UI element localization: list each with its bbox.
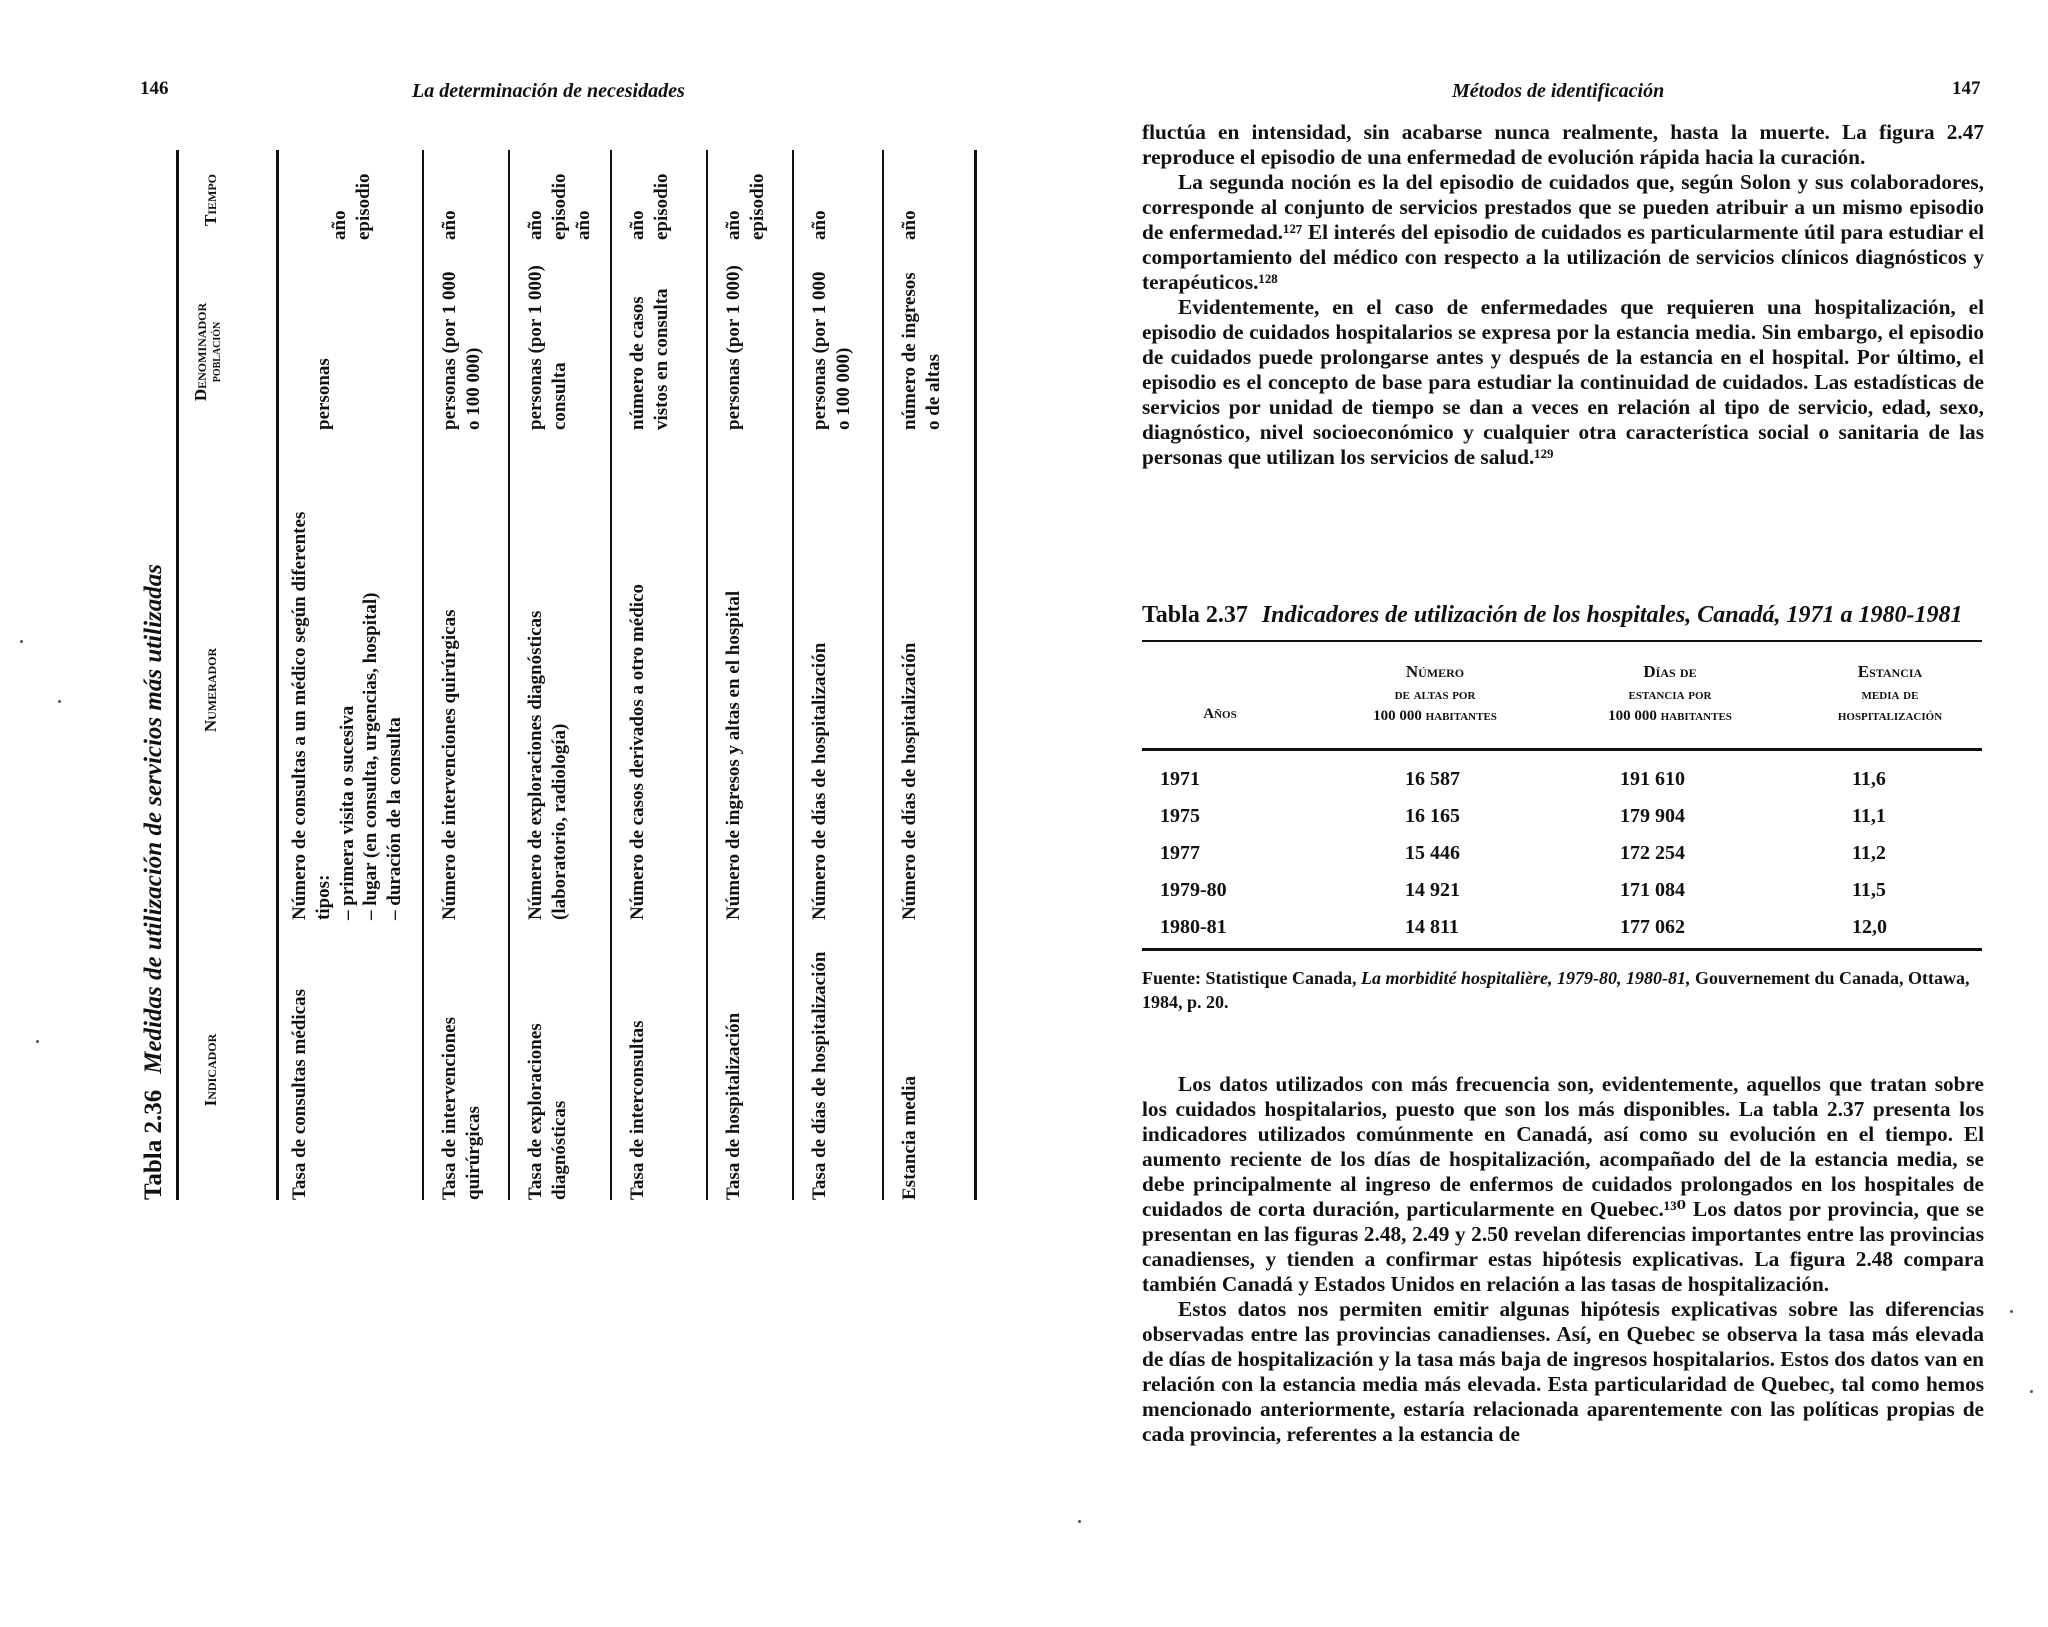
row-time <box>626 150 674 240</box>
row-time-line: año <box>627 210 648 240</box>
table-2-36-caption <box>140 150 176 1200</box>
cell-average-stay: 11,5 <box>1852 879 1886 901</box>
row-divider <box>508 150 510 1200</box>
row-denominator <box>524 260 572 430</box>
row-denominator-line: personas (por 1 000) <box>723 265 744 430</box>
row-denominator-line: número de casos <box>627 296 648 430</box>
header-discharges <box>1320 660 1550 728</box>
cell-year: 1979-80 <box>1160 879 1227 901</box>
cell-year: 1980-81 <box>1160 916 1227 938</box>
cell-stay-days: 179 904 <box>1620 805 1685 827</box>
header-numerator: Numerador <box>201 647 220 733</box>
header-line: 100 000 habitantes <box>1608 708 1732 725</box>
row-numerator <box>808 440 832 920</box>
body-text-bottom <box>1142 1072 1984 1447</box>
row-indicator: Tasa de exploraciones diagnósticas <box>525 1023 570 1200</box>
cell-discharges: 16 587 <box>1405 768 1460 790</box>
scan-speck <box>58 700 61 703</box>
header-denominator <box>192 252 225 452</box>
source-text: Statistique Canada, <box>1205 968 1357 988</box>
cell-stay-days: 191 610 <box>1620 768 1685 790</box>
row-time <box>808 150 832 240</box>
cell-average-stay: 12,0 <box>1852 916 1887 938</box>
row-denominator-line: personas (por 1 000 <box>439 271 460 430</box>
row-time-line: episodio <box>650 173 672 240</box>
row-numerator-line: Número de casos derivados a otro médico <box>627 584 648 920</box>
row-denominator <box>722 260 746 430</box>
paragraph: Los datos utilizados con más frecuencia son, evidentemente, aquellos que tratan sobre los cuidados hospitalarios, puesto que son los más disponibles. La tabla 2.37 presenta los indicadores utilizados comúnmente en Canadá, así como su evolución en el tiempo. El aumento reciente de los días de hospitalización, acompañado del de la estancia media, se debe principalmente al ingreso de enfermos de cuidados prolongados en los hospitales de cuidados de corta duración, particularmente en Quebec.¹³⁰ Los datos por provincia, que se presentan en las figuras 2.48, 2.49 y 2.50 revelan diferencias importantes entre las provincias canadienses, y tienden a confirmar estas hipótesis explicativas. La figura 2.48 compara también Canadá y Estados Unidos en relación a las tasas de hospitalización. <box>1142 1072 1984 1296</box>
paragraph: Evidentemente, en el caso de enfermedades que requieren una hospitalización, el episodio de cuidados hospitalarios se expresa por la estancia media. Sin embargo, el episodio de cuidados puede prolongarse antes y después de la estancia en el hospital. Por último, el episodio es el concepto de base para estudiar la continuidad de cuidados. Las estadísticas de servicios por unidad de tiempo se dan a veces en relación al tipo de servicio, edad, sexo, diagnóstico, nivel socioeconómico y cualquier otra característica social o sanitaria de las personas que utilizan los servicios de salud.¹²⁹ <box>1142 295 1984 469</box>
row-time-line: año <box>723 210 744 240</box>
row-denominator <box>438 260 486 430</box>
cell-year: 1977 <box>1160 842 1200 864</box>
header-time: Tiempo <box>201 174 220 227</box>
cell-stay-days: 172 254 <box>1620 842 1685 864</box>
row-numerator-line: Número de exploraciones diagnósticas <box>525 610 546 920</box>
paragraph: fluctúa en intensidad, sin acabarse nunca realmente, hasta la muerte. La figura 2.47 reproduce el episodio de una enfermedad de evolución rápida hacia la curación. <box>1142 120 1984 169</box>
row-denominator <box>808 260 856 430</box>
header-stay-days <box>1555 660 1785 728</box>
row-denominator-line: consulta <box>548 362 570 430</box>
row-indicator: Tasa de intervenciones quirúrgicas <box>439 1017 484 1200</box>
source-title: La morbidité hospitalière, 1979-80, 1980-81, <box>1361 968 1691 988</box>
scan-speck <box>2030 1390 2033 1393</box>
table-2-37-top-rule <box>1142 640 1982 642</box>
paragraph: La segunda noción es la del episodio de cuidados que, según Solon y sus colaboradores, corresponde al conjunto de servicios prestados que se pueden atribuir a un mismo episodio de enfermedad.¹²⁷ El interés del episodio de cuidados es particularmente útil para estudiar el comportamiento del médico con respecto a la utilización de servicios clínicos diagnósticos y terapéuticos.¹²⁸ <box>1142 170 1984 294</box>
row-time-line: episodio <box>352 173 374 240</box>
row-time-line: año <box>572 210 594 240</box>
row-time-line: año <box>899 210 920 240</box>
row-divider <box>610 150 612 1200</box>
row-time <box>328 150 376 240</box>
row-numerator-line: – primera visita o sucesiva <box>336 705 358 920</box>
header-years <box>1150 704 1290 726</box>
row-time-line: episodio <box>746 173 768 240</box>
table-bottom-rule <box>974 150 977 1200</box>
row-divider <box>792 150 794 1200</box>
header-line: estancia por <box>1628 686 1712 703</box>
row-time <box>438 150 462 240</box>
left-running-head: La determinación de necesidades <box>412 80 685 102</box>
row-divider <box>882 150 884 1200</box>
header-line: Estancia <box>1857 662 1923 681</box>
cell-average-stay: 11,2 <box>1852 842 1886 864</box>
row-indicator: Tasa de días de hospitalización <box>809 951 830 1200</box>
row-divider <box>422 150 424 1200</box>
row-numerator <box>626 440 650 920</box>
source-text: Gouvernement du Canada, Ottawa, 1984, p. 20. <box>1142 968 1970 1012</box>
row-indicator: Tasa de interconsultas <box>627 1020 648 1200</box>
row-denominator <box>898 260 946 430</box>
header-denominator-line2: población <box>208 321 224 383</box>
row-numerator <box>438 440 462 920</box>
table-2-37-title: Indicadores de utilización de los hospitales, Canadá, 1971 a 1980-1981 <box>1261 602 1963 628</box>
table-2-37-bottom-rule <box>1142 948 1982 951</box>
row-time <box>898 150 922 240</box>
row-denominator-line: vistos en consulta <box>650 288 672 430</box>
row-indicator: Tasa de consultas médicas <box>289 989 310 1200</box>
source-label: Fuente: <box>1142 968 1201 988</box>
row-denominator-line: o 100 000) <box>832 347 854 430</box>
table-header-rule <box>276 150 279 1200</box>
right-page-number: 147 <box>1952 78 1981 99</box>
cell-year: 1975 <box>1160 805 1200 827</box>
table-2-36-title: Medidas de utilización de servicios más utilizadas <box>140 564 167 1074</box>
row-denominator-line: personas <box>313 358 334 430</box>
row-numerator-line: Número de consultas a un médico según diferentes <box>289 511 310 920</box>
cell-discharges: 14 811 <box>1405 916 1459 938</box>
row-numerator <box>524 440 572 920</box>
right-running-head: Métodos de identificación <box>1452 80 1665 102</box>
table-2-37-caption <box>1142 602 1992 629</box>
table-2-37-header-rule <box>1142 748 1982 751</box>
row-divider <box>706 150 708 1200</box>
row-indicator: Estancia media <box>899 1075 920 1200</box>
cell-stay-days: 177 062 <box>1620 916 1685 938</box>
cell-discharges: 15 446 <box>1405 842 1460 864</box>
cell-year: 1971 <box>1160 768 1200 790</box>
body-text-top <box>1142 120 1984 470</box>
header-indicator: Indicador <box>201 1033 220 1107</box>
row-indicator: Tasa de hospitalización <box>723 1012 744 1200</box>
row-denominator-line: personas (por 1 000) <box>525 265 546 430</box>
row-denominator <box>626 260 674 430</box>
table-2-36-label: Tabla 2.36 <box>140 1089 167 1200</box>
row-numerator <box>722 440 746 920</box>
row-time <box>722 150 770 240</box>
row-time <box>524 150 595 240</box>
header-line: de altas por <box>1394 686 1476 703</box>
row-time-line: año <box>329 210 350 240</box>
row-time-line: año <box>525 210 546 240</box>
row-denominator-line: número de ingresos <box>899 272 920 430</box>
row-numerator-line: Número de días de hospitalización <box>899 642 920 920</box>
row-denominator <box>312 260 336 430</box>
left-page-number: 146 <box>140 78 169 99</box>
row-numerator-line: – lugar (en consulta, urgencias, hospital) <box>360 592 382 920</box>
row-numerator-line: – duración de la consulta <box>384 717 405 920</box>
cell-discharges: 16 165 <box>1405 805 1460 827</box>
row-numerator <box>288 440 407 920</box>
header-line: Días de <box>1643 662 1697 681</box>
scan-speck <box>1078 1520 1081 1523</box>
row-time-line: episodio <box>548 173 570 240</box>
table-2-37-label: Tabla 2.37 <box>1142 602 1248 628</box>
scan-speck <box>2010 1310 2013 1313</box>
scan-speck <box>20 640 23 643</box>
header-average-stay <box>1790 660 1990 728</box>
header-line: media de <box>1861 686 1919 703</box>
table-top-rule <box>176 150 179 1200</box>
row-numerator-line: Número de ingresos y altas en el hospital <box>723 590 744 920</box>
scan-speck <box>36 1040 39 1043</box>
cell-stay-days: 171 084 <box>1620 879 1685 901</box>
row-time-line: año <box>809 210 830 240</box>
header-line: hospitalización <box>1837 708 1943 725</box>
table-2-37-source <box>1142 966 1984 1014</box>
header-denominator-line1: Denominador <box>191 302 210 402</box>
table-2-36 <box>140 150 1010 1200</box>
row-denominator-line: o de altas <box>922 354 944 430</box>
cell-average-stay: 11,1 <box>1852 805 1886 827</box>
row-time-line: año <box>439 210 460 240</box>
header-line: Años <box>1203 706 1237 722</box>
header-line: Número <box>1405 662 1465 681</box>
cell-average-stay: 11,6 <box>1852 768 1886 790</box>
row-numerator-line: tipos: <box>312 874 334 920</box>
row-denominator-line: personas (por 1 000 <box>809 271 830 430</box>
row-numerator-line: Número de intervenciones quirúrgicas <box>439 609 460 920</box>
cell-discharges: 14 921 <box>1405 879 1460 901</box>
row-numerator-line: Número de días de hospitalización <box>809 642 830 920</box>
row-numerator-line: (laboratorio, radiología) <box>548 723 570 920</box>
row-numerator <box>898 440 922 920</box>
paragraph: Estos datos nos permiten emitir algunas hipótesis explicativas sobre las diferencias observadas entre las provincias canadienses. Así, en Quebec se observa la tasa más elevada de días de hospitalización y la tasa más baja de ingresos hospitalarios. Estos dos datos van en relación con la estancia media más elevada. Esta particularidad de Quebec, tal como hemos mencionado anteriormente, estaría relacionada aparentemente con las políticas propias de cada provincia, referentes a la estancia de <box>1142 1297 1984 1446</box>
header-line: 100 000 habitantes <box>1373 708 1497 725</box>
row-denominator-line: o 100 000) <box>462 347 484 430</box>
